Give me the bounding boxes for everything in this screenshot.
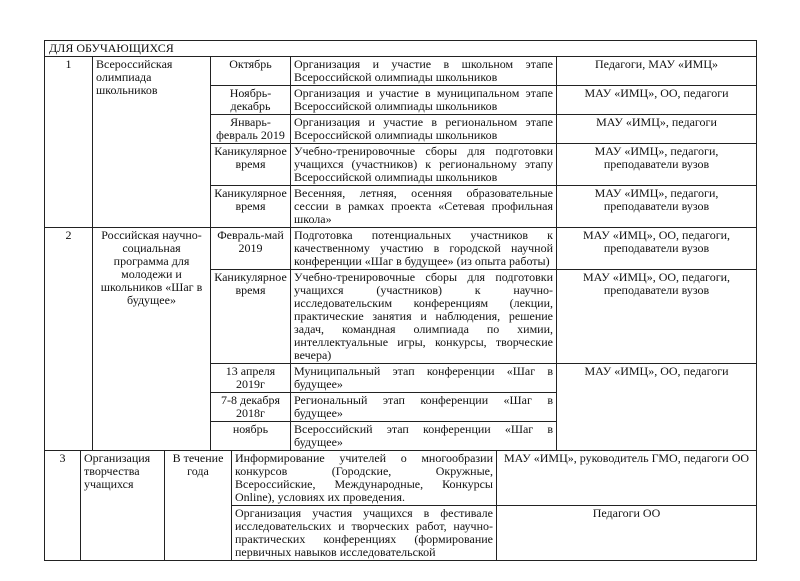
event-name: Всероссийская олимпиада школьников [93, 57, 211, 228]
date-cell: Каникулярное время [211, 144, 291, 186]
activity-cell: Учебно-тренировочные сборы для подготовки учащихся (участников) к научно-исследовательским конференциям (лекции, практические занятия и наблюдения, решение задач, командная олимпиада по химии, интеллектуальные игры, конкурсы, творческие вечера) [291, 270, 557, 364]
date-cell: ноябрь [211, 422, 291, 451]
event-name: Организация творчества учащихся [81, 451, 165, 561]
activity-cell: Подготовка потенциальных участников к качественному участию в городской научной конференции «Шаг в будущее» (из опыта работы) [291, 228, 557, 270]
responsible-cell: Педагоги, МАУ «ИМЦ» [557, 57, 757, 86]
date-cell: 7-8 декабря 2018г [211, 393, 291, 422]
activity-cell: Организация и участие в муниципальном этапе Всероссийской олимпиады школьников [291, 86, 557, 115]
plan-table [44, 40, 757, 451]
row-number: 3 [45, 451, 81, 561]
activity-cell: Муниципальный этап конференции «Шаг в будущее» [291, 364, 557, 393]
plan-table-continued [44, 450, 757, 561]
date-cell: 13 апреля 2019г [211, 364, 291, 393]
responsible-cell: МАУ «ИМЦ», ОО, педагоги [557, 364, 757, 451]
activity-cell: Организация участия учащихся в фестивале исследовательских и творческих работ, научно-практических конференциях (формирование первичных навыков исследовательской [232, 506, 497, 561]
date-cell: Октябрь [211, 57, 291, 86]
responsible-cell: МАУ «ИМЦ», ОО, педагоги, преподаватели вузов [557, 228, 757, 270]
responsible-cell: МАУ «ИМЦ», педагоги [557, 115, 757, 144]
section-title: ДЛЯ ОБУЧАЮЩИХСЯ [45, 41, 757, 57]
activity-cell: Весенняя, летняя, осенняя образовательные сессии в рамках проекта «Сетевая профильная школа» [291, 186, 557, 228]
responsible-cell: МАУ «ИМЦ», педагоги, преподаватели вузов [557, 144, 757, 186]
row-number: 2 [45, 228, 93, 451]
row-number: 1 [45, 57, 93, 228]
date-cell: Каникулярное время [211, 270, 291, 364]
event-name: Российская научно-социальная программа для молодежи и школьников «Шаг в будущее» [93, 228, 211, 451]
activity-cell: Организация и участие в школьном этапе Всероссийской олимпиады школьников [291, 57, 557, 86]
date-cell: Февраль-май 2019 [211, 228, 291, 270]
responsible-cell: Педагоги ОО [497, 506, 757, 561]
responsible-cell: МАУ «ИМЦ», педагоги, преподаватели вузов [557, 186, 757, 228]
table-row [45, 228, 757, 270]
activity-cell: Организация и участие в региональном этапе Всероссийской олимпиады школьников [291, 115, 557, 144]
activity-cell: Региональный этап конференции «Шаг в будущее» [291, 393, 557, 422]
activity-cell: Всероссийский этап конференции «Шаг в будущее» [291, 422, 557, 451]
activity-cell: Информирование учителей о многообразии конкурсов (Городские, Окружные, Всероссийские, Международные, Конкурсы Online), условиях их проведения. [232, 451, 497, 506]
responsible-cell: МАУ «ИМЦ», ОО, педагоги, преподаватели вузов [557, 270, 757, 364]
table-row [45, 57, 757, 86]
table-row [45, 451, 757, 506]
activity-cell: Учебно-тренировочные сборы для подготовки учащихся (участников) к региональному этапу Всероссийской олимпиады школьников [291, 144, 557, 186]
date-cell: Январь-февраль 2019 [211, 115, 291, 144]
date-cell: В течение года [165, 451, 232, 561]
date-cell: Ноябрь-декабрь [211, 86, 291, 115]
date-cell: Каникулярное время [211, 186, 291, 228]
responsible-cell: МАУ «ИМЦ», ОО, педагоги [557, 86, 757, 115]
responsible-cell: МАУ «ИМЦ», руководитель ГМО, педагоги ОО [497, 451, 757, 506]
